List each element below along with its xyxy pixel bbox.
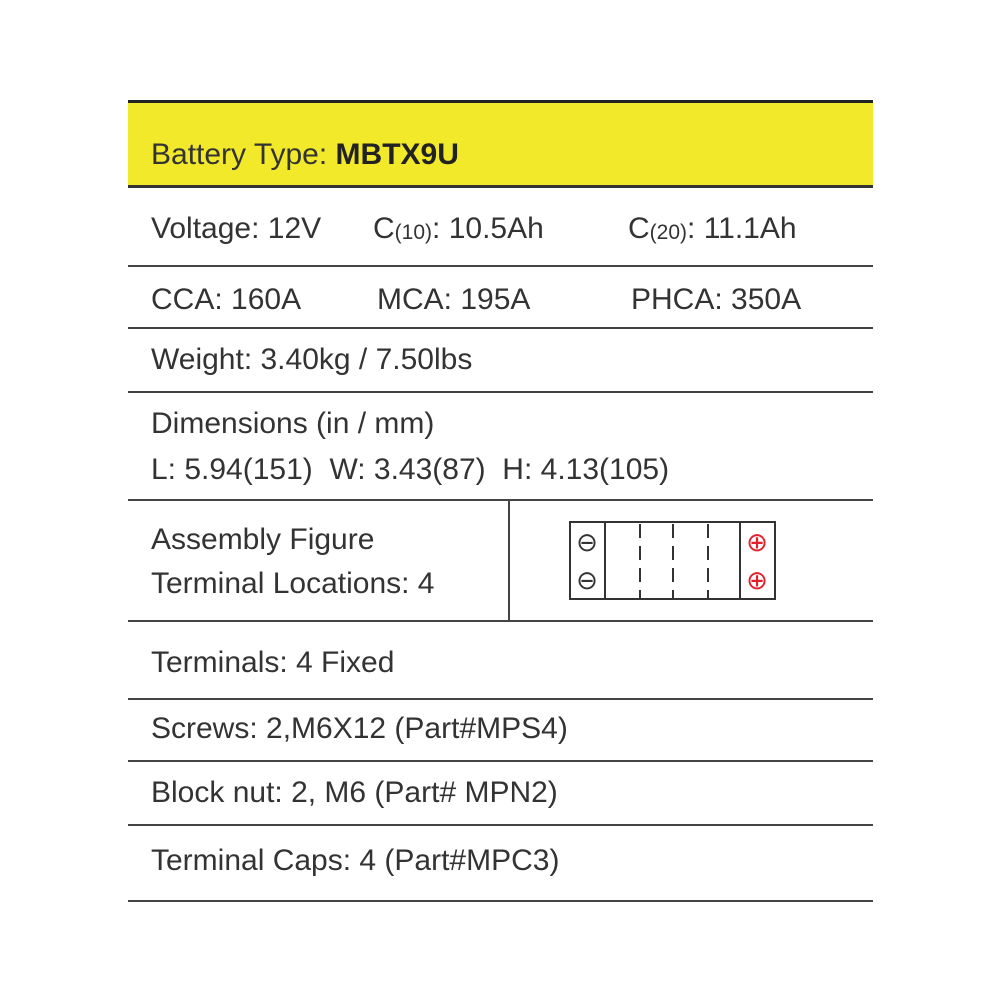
- electrical-row: [128, 188, 873, 267]
- screws-text: Screws: 2,M6X12 (Part#MPS4): [151, 712, 568, 745]
- dimensions-title: Dimensions (in / mm): [151, 407, 435, 440]
- screws-row: [128, 700, 873, 762]
- terminal-caps-text: Terminal Caps: 4 (Part#MPC3): [151, 844, 560, 877]
- block-nut-row: [128, 762, 873, 826]
- terminals-row: [128, 622, 873, 700]
- mca-text: MCA: 195A: [377, 283, 531, 316]
- voltage-text: Voltage: 12V: [151, 212, 322, 245]
- battery-terminal-diagram: [569, 521, 777, 601]
- c10-value: : 10.5Ah: [432, 212, 544, 245]
- phca-text: PHCA: 350A: [631, 283, 802, 316]
- weight-row: [128, 329, 873, 393]
- terminal-locations-label: Terminal Locations: 4: [151, 567, 435, 600]
- positive-terminal-bottom-icon: ⊕: [746, 566, 768, 596]
- terminals-text: Terminals: 4 Fixed: [151, 646, 395, 679]
- battery-type-label: Battery Type:: [151, 138, 336, 171]
- assembly-figure-label: Assembly Figure: [151, 523, 375, 556]
- positive-terminal-top-icon: ⊕: [746, 528, 768, 558]
- c20-capacity: [628, 212, 797, 246]
- cranking-row: [128, 267, 873, 329]
- weight-text: Weight: 3.40kg / 7.50lbs: [151, 343, 473, 376]
- c10-subscript: (10): [394, 221, 433, 244]
- battery-type-line: [151, 137, 459, 173]
- assembly-divider: [508, 501, 510, 620]
- spec-sheet: [128, 100, 873, 902]
- c10-prefix: C: [373, 212, 395, 245]
- negative-terminal-top-icon: ⊖: [576, 528, 598, 558]
- battery-type-header: [128, 100, 873, 188]
- c20-subscript: (20): [649, 221, 688, 244]
- c20-value: : 11.1Ah: [687, 212, 797, 245]
- dimensions-row: [128, 393, 873, 501]
- negative-terminal-bottom-icon: ⊖: [576, 566, 598, 596]
- block-nut-text: Block nut: 2, M6 (Part# MPN2): [151, 776, 558, 809]
- assembly-row: [128, 501, 873, 622]
- battery-type-value: MBTX9U: [335, 138, 459, 171]
- terminal-caps-row: [128, 826, 873, 902]
- c10-capacity: [373, 212, 544, 246]
- cca-text: CCA: 160A: [151, 283, 302, 316]
- dimensions-values: L: 5.94(151) W: 3.43(87) H: 4.13(105): [151, 453, 670, 486]
- c20-prefix: C: [628, 212, 650, 245]
